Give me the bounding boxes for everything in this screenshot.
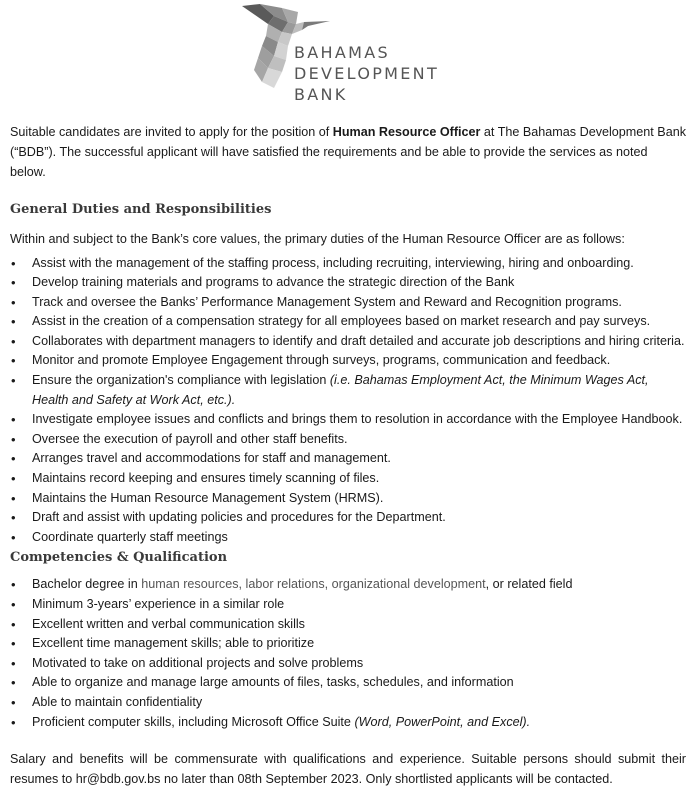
- list-item: • Excellent time management skills; able to prioritize: [10, 634, 686, 654]
- duties-heading: General Duties and Responsibilities: [10, 202, 272, 217]
- logo-line-1: BAHAMAS: [294, 43, 390, 62]
- posting-body: [10, 122, 686, 789]
- degree-text-after: , or related field: [485, 577, 573, 592]
- computer-skills-text: Proficient computer skills, including Microsoft Office Suite: [32, 714, 355, 729]
- logo-line-3: BANK: [294, 85, 348, 104]
- list-item: • Track and oversee the Banks’ Performance Management System and Reward and Recognition programs.: [10, 293, 686, 313]
- list-item: [10, 713, 686, 733]
- closing-paragraph: Salary and benefits will be commensurate with qualifications and experience. Suitable persons should submit their resumes to hr@bdb.gov.bs no later than 08th September 2023. Only shortlisted applicants will be contacted.: [10, 752, 686, 787]
- bank-logo-wordmark: [294, 42, 439, 105]
- bank-logo: [238, 2, 458, 106]
- list-item: • Draft and assist with updating policies and procedures for the Department.: [10, 508, 686, 528]
- list-item: • Able to maintain confidentiality: [10, 693, 686, 713]
- list-item: • Develop training materials and programs to advance the strategic direction of the Bank: [10, 273, 686, 293]
- competencies-list: [10, 575, 686, 732]
- list-item: • Assist in the creation of a compensation strategy for all employees based on market research and pay surveys.: [10, 312, 686, 332]
- office-apps: (Word, PowerPoint, and Excel).: [354, 714, 531, 729]
- duties-list: [10, 254, 686, 548]
- intro-text-before: Suitable candidates are invited to apply for the position of: [10, 125, 333, 139]
- intro-paragraph: [10, 122, 686, 182]
- duties-lead: Within and subject to the Bank’s core values, the primary duties of the Human Resource Officer are as follows:: [10, 232, 625, 246]
- list-item: [10, 575, 686, 595]
- list-item: • Assist with the management of the staffing process, including recruiting, interviewing, hiring and onboarding.: [10, 254, 686, 274]
- compliance-legislation: (i.e. Bahamas Employment Act, the Minimum Wages Act, Health and Safety at Work Act, etc.).: [32, 373, 649, 407]
- list-item: • Motivated to take on additional projects and solve problems: [10, 654, 686, 674]
- list-item: • Oversee the execution of payroll and other staff benefits.: [10, 430, 686, 450]
- position-title: Human Resource Officer: [332, 125, 481, 139]
- list-item: • Excellent written and verbal communication skills: [10, 615, 686, 635]
- list-item: • Arranges travel and accommodations for staff and management.: [10, 449, 686, 469]
- competencies-heading: Competencies & Qualification: [10, 550, 228, 566]
- list-item: • Minimum 3-years’ experience in a similar role: [10, 595, 686, 615]
- list-item: [10, 371, 686, 410]
- list-item: • Monitor and promote Employee Engagement through surveys, programs, communication and feedback.: [10, 351, 686, 371]
- list-item: • Maintains the Human Resource Management System (HRMS).: [10, 489, 686, 509]
- list-item: • Collaborates with department managers to identify and draft detailed and accurate job descriptions and hiring criteria.: [10, 332, 686, 352]
- compliance-text: Ensure the organization's compliance with legislation: [32, 373, 330, 388]
- degree-text-before: Bachelor degree in: [32, 577, 142, 592]
- degree-fields: human resources, labor relations, organizational development: [141, 577, 486, 592]
- list-item: • Investigate employee issues and conflicts and brings them to resolution in accordance with the Employee Handbook.: [10, 410, 686, 430]
- list-item: • Coordinate quarterly staff meetings: [10, 528, 686, 548]
- list-item: • Maintains record keeping and ensures timely scanning of files.: [10, 469, 686, 489]
- list-item: • Able to organize and manage large amounts of files, tasks, schedules, and information: [10, 673, 686, 693]
- logo-line-2: DEVELOPMENT: [294, 64, 440, 83]
- intro-text-after: at The Bahamas Development Bank (“BDB”). The successful applicant will have satisfied the requirements and be able to provide the services as noted below.: [10, 125, 687, 179]
